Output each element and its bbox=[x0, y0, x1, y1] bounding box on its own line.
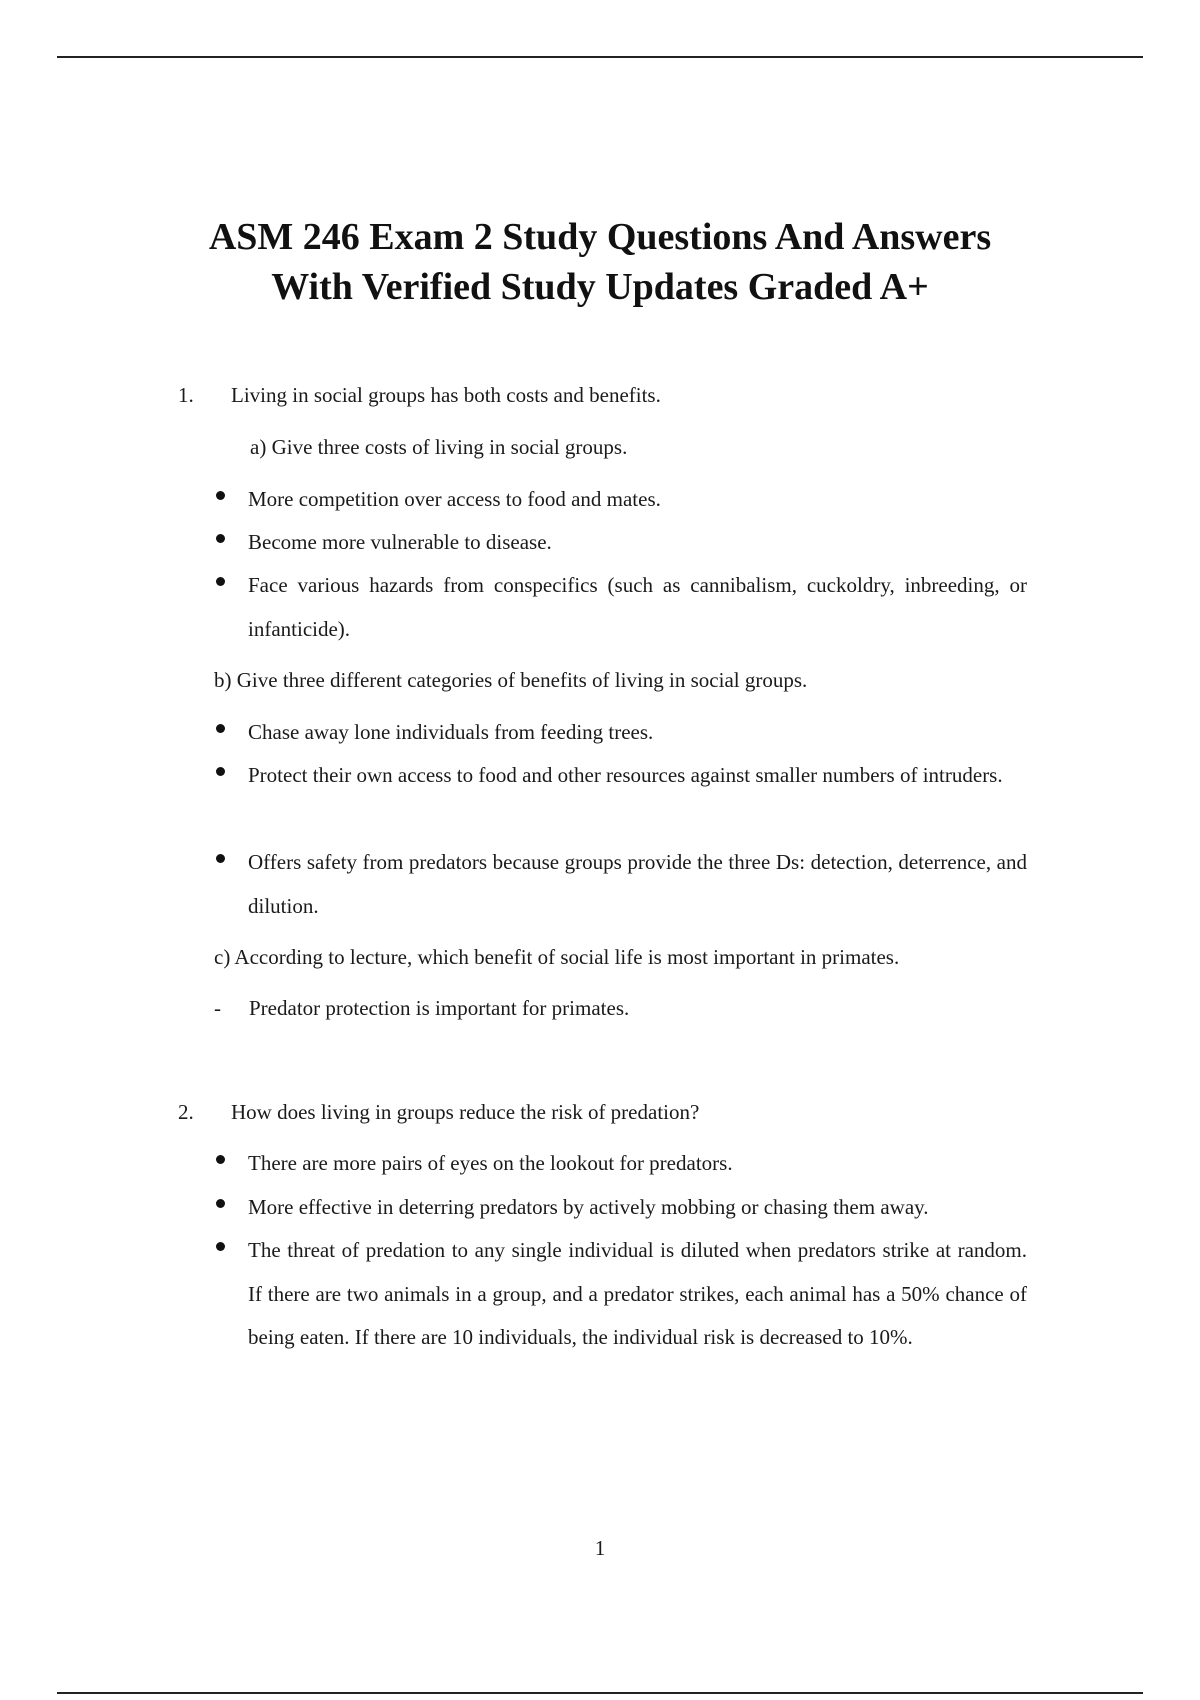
list-item bbox=[212, 1229, 1027, 1360]
question-1 bbox=[178, 381, 1038, 409]
bullet-icon bbox=[216, 1199, 225, 1208]
bullet-icon bbox=[216, 1242, 225, 1251]
list-item bbox=[212, 521, 1027, 565]
question-2-text: How does living in groups reduce the risk of predation? bbox=[231, 1100, 700, 1124]
list-item bbox=[212, 478, 1027, 522]
list-item bbox=[212, 754, 1027, 798]
title-line-1: ASM 246 Exam 2 Study Questions And Answers bbox=[208, 216, 992, 258]
list-item-text: Chase away lone individuals from feeding trees. bbox=[248, 720, 654, 744]
list-item-text: Face various hazards from conspecifics (such as cannibalism, cuckoldry, inbreeding, or infanticide). bbox=[248, 573, 1027, 641]
top-rule bbox=[57, 56, 1143, 58]
page-number: 1 bbox=[594, 1536, 606, 1560]
title-line-2: With Verified Study Updates Graded A+ bbox=[271, 266, 929, 308]
list-item-text: Become more vulnerable to disease. bbox=[248, 530, 552, 554]
bullet-icon bbox=[216, 854, 225, 863]
page-title bbox=[150, 212, 1050, 312]
question-2 bbox=[178, 1098, 1038, 1126]
bullet-icon bbox=[216, 724, 225, 733]
question-1-text: Living in social groups has both costs and benefits. bbox=[231, 383, 661, 407]
list-item bbox=[212, 564, 1027, 651]
question-2-number: 2. bbox=[178, 1100, 194, 1124]
dash-marker: - bbox=[214, 996, 221, 1020]
list-item-text: The threat of predation to any single individual is diluted when predators strike at random. If there are two animals in a group, and a predator strikes, each animal has a 50% chance of being eaten. If there are 10 individuals, the individual risk is decreased to 10%. bbox=[248, 1238, 1027, 1349]
list-item bbox=[212, 711, 1027, 755]
list-item-text: More competition over access to food and mates. bbox=[248, 487, 661, 511]
list-item-text: Protect their own access to food and other resources against smaller numbers of intruders. bbox=[248, 763, 1003, 787]
bullet-icon bbox=[216, 577, 225, 586]
bullet-icon bbox=[216, 767, 225, 776]
question-1c-prompt: c) According to lecture, which benefit of social life is most important in primates. bbox=[214, 945, 900, 969]
question-1b-prompt: b) Give three different categories of benefits of living in social groups. bbox=[214, 668, 808, 692]
bullet-icon bbox=[216, 491, 225, 500]
question-1a-prompt: a) Give three costs of living in social groups. bbox=[250, 435, 628, 459]
question-1-number: 1. bbox=[178, 383, 194, 407]
list-item bbox=[212, 841, 1027, 928]
list-item bbox=[212, 1186, 1027, 1230]
list-item-text: Offers safety from predators because groups provide the three Ds: detection, deterrence, and dilution. bbox=[248, 850, 1027, 918]
list-item-text: Predator protection is important for primates. bbox=[249, 996, 630, 1020]
list-item-text: There are more pairs of eyes on the lookout for predators. bbox=[248, 1151, 733, 1175]
bullet-icon bbox=[216, 1155, 225, 1164]
bottom-rule bbox=[57, 1692, 1143, 1694]
list-item-text: More effective in deterring predators by actively mobbing or chasing them away. bbox=[248, 1195, 929, 1219]
bullet-icon bbox=[216, 534, 225, 543]
list-item bbox=[212, 1142, 1027, 1186]
list-item bbox=[212, 987, 1027, 1031]
